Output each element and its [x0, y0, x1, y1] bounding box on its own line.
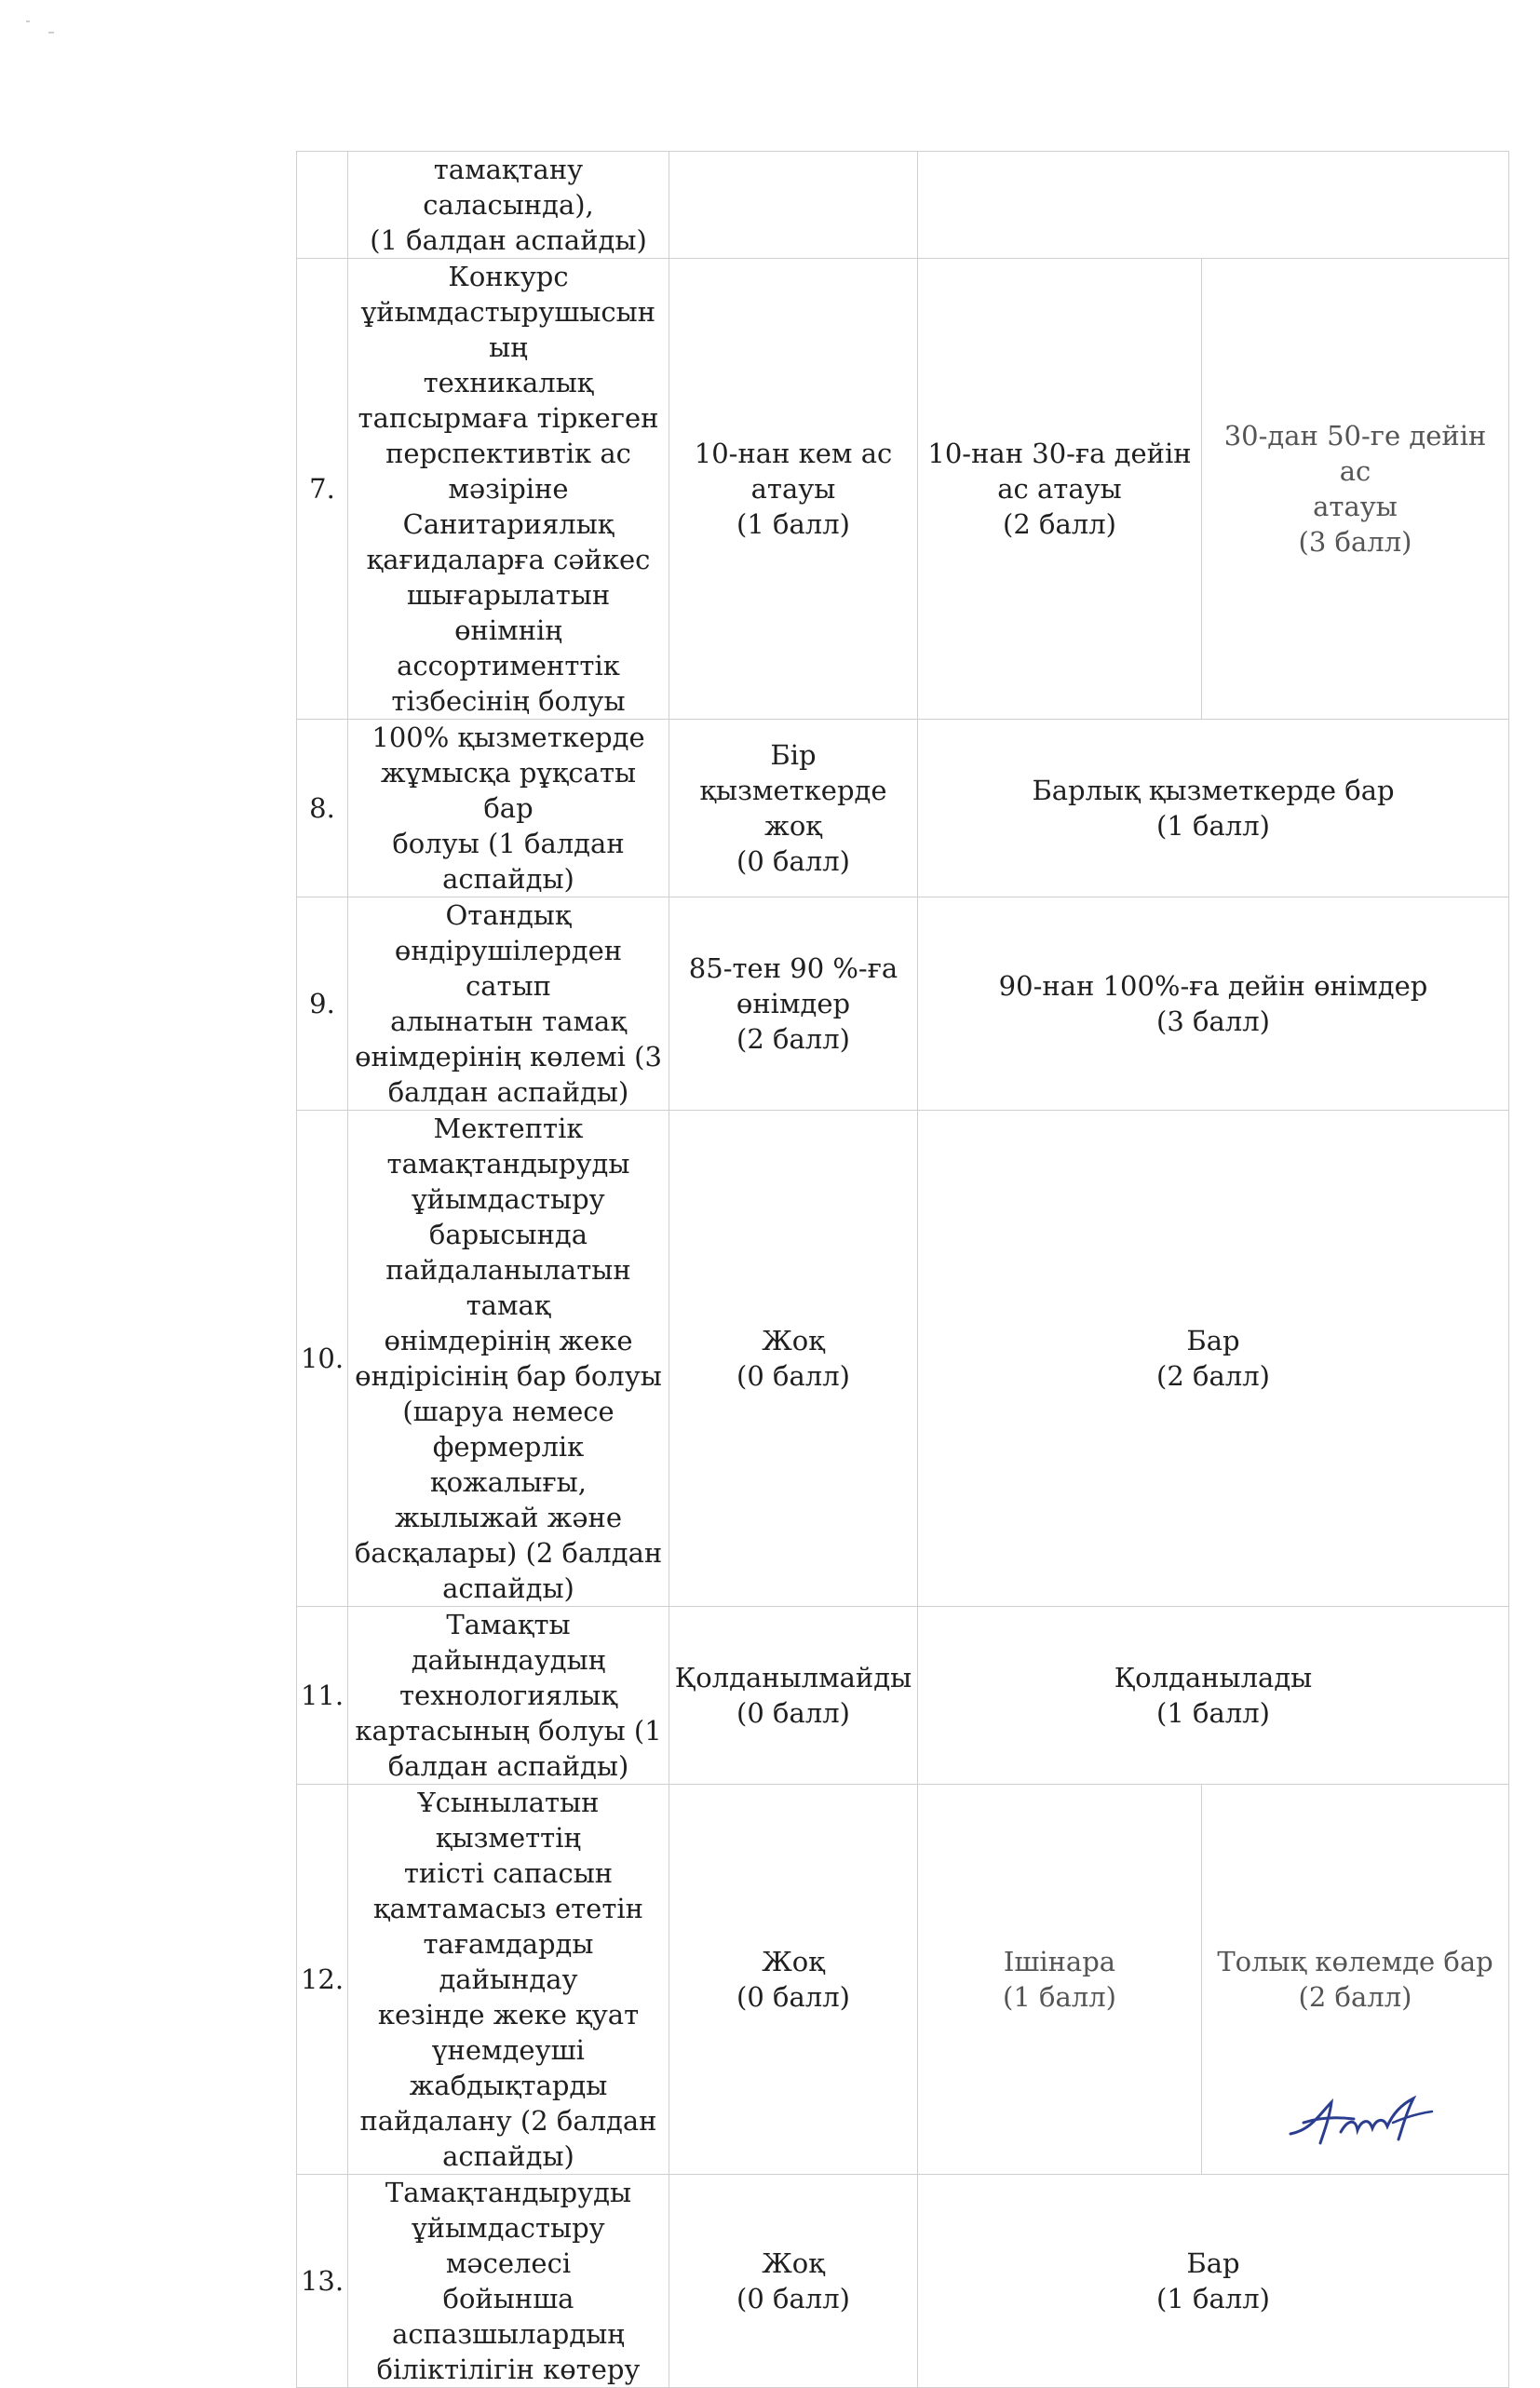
option-cell: Қолданылады (1 балл) [918, 1607, 1509, 1785]
row-number: 11. [297, 1607, 348, 1785]
option-cell: Бір қызметкерде жоқ (0 балл) [669, 720, 918, 897]
option-cell: 30-дан 50-ге дейін ас атауы (3 балл) [1202, 259, 1509, 720]
handwritten-signature [1283, 2085, 1441, 2151]
table-row [297, 2175, 1509, 2388]
option-cell [669, 152, 918, 259]
option-cell: 90-нан 100%-ға дейін өнімдер (3 балл) [918, 897, 1509, 1111]
row-number: 12. [297, 1785, 348, 2175]
option-cell: Жоқ (0 балл) [669, 2175, 918, 2388]
row-number: 13. [297, 2175, 348, 2388]
criterion-cell: Ұсынылатын қызметтің тиісті сапасын қамтамасыз ететін тағамдарды дайындау кезінде жеке қуат үнемдеуші жабдықтарды пайдалану (2 балдан аспайды) [348, 1785, 669, 2175]
criterion-cell: Конкурс ұйымдастырушысының техникалық тапсырмаға тіркеген перспективтік ас мәзіріне Санитариялық қағидаларға сәйкес шығарылатын өнімнің ассортименттік тізбесінің болуы [348, 259, 669, 720]
option-cell: 10-нан 30-ға дейін ас атауы (2 балл) [918, 259, 1202, 720]
scan-speck [48, 32, 54, 34]
row-number: 9. [297, 897, 348, 1111]
criterion-cell: Мектептік тамақтандыруды ұйымдастыру барысында пайдаланылатын тамақ өнімдерінің жеке өндірісінің бар болуы (шаруа немесе фермерлік қожалығы, жылыжай және басқалары) (2 балдан аспайды) [348, 1111, 669, 1607]
option-cell: Бар (2 балл) [918, 1111, 1509, 1607]
table-row [297, 152, 1509, 259]
criterion-cell: Отандық өндірушілерден сатып алынатын тамақ өнімдерінің көлемі (3 балдан аспайды) [348, 897, 669, 1111]
criteria-table [296, 151, 1509, 2388]
option-cell: 10-нан кем ас атауы (1 балл) [669, 259, 918, 720]
scan-speck [26, 20, 30, 22]
row-number: 7. [297, 259, 348, 720]
table-row [297, 897, 1509, 1111]
option-cell: 85-тен 90 %-ға өнімдер (2 балл) [669, 897, 918, 1111]
table-row [297, 259, 1509, 720]
option-cell: Қолданылмайды (0 балл) [669, 1607, 918, 1785]
table-row [297, 720, 1509, 897]
option-cell: Барлық қызметкерде бар (1 балл) [918, 720, 1509, 897]
option-cell [918, 152, 1509, 259]
option-cell: Толық көлемде бар (2 балл) [1202, 1785, 1509, 2175]
option-cell: Ішінара (1 балл) [918, 1785, 1202, 2175]
option-cell: Жоқ (0 балл) [669, 1111, 918, 1607]
criterion-cell: 100% қызметкерде жұмысқа рұқсаты бар болуы (1 балдан аспайды) [348, 720, 669, 897]
table-row [297, 1607, 1509, 1785]
criterion-cell: тамақтану саласында), (1 балдан аспайды) [348, 152, 669, 259]
row-number: 8. [297, 720, 348, 897]
row-number [297, 152, 348, 259]
criterion-cell: Тамақтандыруды ұйымдастыру мәселесі бойынша аспазшылардың біліктілігін көтеру [348, 2175, 669, 2388]
row-number: 10. [297, 1111, 348, 1607]
table-row [297, 1111, 1509, 1607]
option-cell: Бар (1 балл) [918, 2175, 1509, 2388]
option-cell: Жоқ (0 балл) [669, 1785, 918, 2175]
criterion-cell: Тамақты дайындаудың технологиялық картасының болуы (1 балдан аспайды) [348, 1607, 669, 1785]
